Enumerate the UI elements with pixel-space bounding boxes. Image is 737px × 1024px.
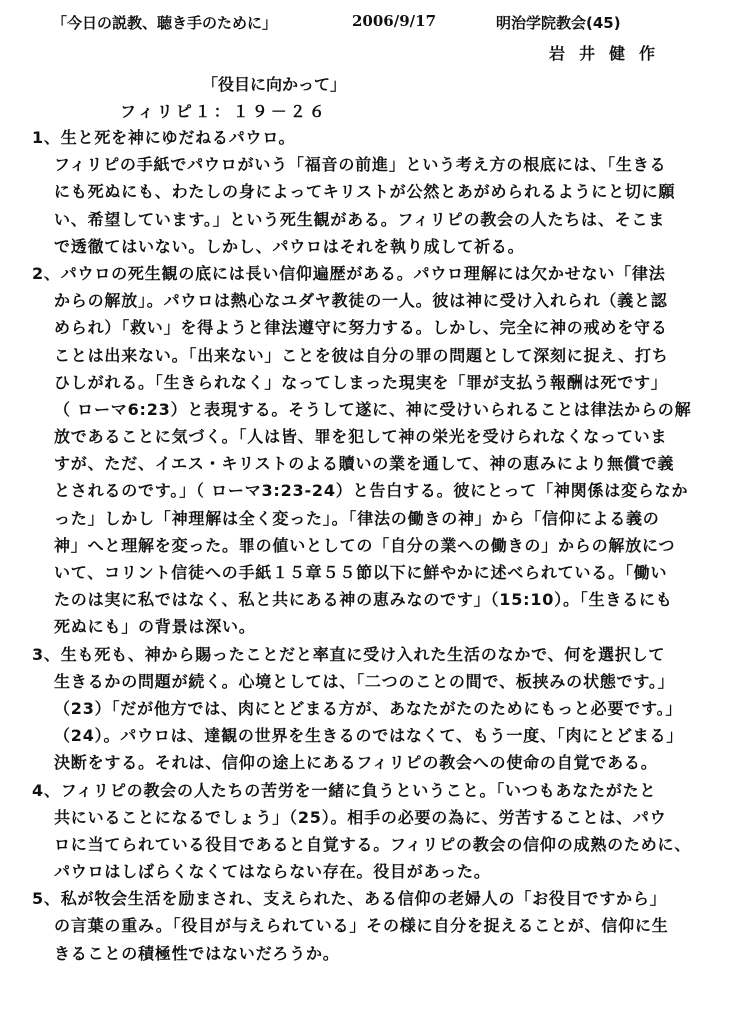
text-line: 1、生と死を神にゆだねるパウロ。 [32,128,296,147]
text-line: パウロはしばらくなくてはならない存在。役目があった。 [54,862,491,882]
text-line: 生きるかの問題が続く。心境としては、「二つのことの間で、板挟みの状態です。」 [54,671,675,691]
text-line: 2、パウロの死生観の底には長い信仰遍歴がある。パウロ理解には欠かせない「律法 [32,263,666,283]
text-line: すが、ただ、イエス・キリストのよる贖いの業を通して、神の恵みにより無償で義 [54,454,675,474]
text-line: いて、コリント信徒への手紙１５章５５節以下に鮮やかに述べられている。「働い [54,563,668,582]
text-line: 共にいることになるでしょう」（25）。相手の必要の為に、労苦することは、パウ [54,807,667,827]
text-line: い、希望しています。」という死生観がある。フィリピの教会の人たちは、そこま [54,209,666,229]
sermon-title: 「役目に向かって」 [202,75,347,94]
text-line: （24）。パウロは、達観の世界を生きるのではなくて、もう一度、「肉にとどまる」 [54,726,684,746]
text-line: で透徹てはいない。しかし、パウロはそれを執り成して祈る。 [54,236,525,256]
series-title: 「今日の説教、聴き手のために」 [52,14,278,32]
author-name: 岩井健作 [548,44,669,63]
text-line: きることの積極性ではないだろうか。 [54,943,340,963]
sermon-date: 2006/9/17 [352,12,437,30]
text-line: ひしがれる。「生きられなく」なってしまった現実を「罪が支払う報酬は死です」 [54,372,668,392]
scripture-reference: フィリピ１：１９－２６ [120,102,328,121]
text-line: たのは実に私ではなく、私と共にある神の恵みなのです」（15:10）。「生きるにも [54,590,673,610]
text-line: からの解放」。パウロは熱心なユダヤ教徒の一人。彼は神に受け入れられ（義と認 [54,291,668,311]
text-line: にも死ぬにも、わたしの身によってキリストが公然とあがめられるようにと切に願 [54,182,676,202]
text-line: められ）「救い」を得ようと律法遵守に努力する。しかし、完全に神の戒めを守る [54,318,668,338]
text-line: 放であることに気づく。「人は皆、罪を犯して神の栄光を受けられなくなっていま [54,427,668,447]
text-line: 5、私が牧会生活を励まされ、支えられた、ある信仰の老婦人の「お役目ですから」 [32,889,667,909]
text-line: ロに当てられている役目であると自覚する。フィリピの教会の信仰の成熟のために、 [54,834,692,854]
text-line: の言葉の重み。「役目が与えられている」その様に自分を捉えることが、信仰に生 [54,916,669,936]
text-line: 決断をする。それは、信仰の途上にあるフィリピの教会への使命の自覚である。 [54,753,658,773]
text-line: （ ローマ6:23）と表現する。そうして遂に、神に受けいられることは律法からの解 [54,399,692,419]
text-line: フィリピの手紙でパウロがいう「福音の前進」という考え方の根底には、「生きる [54,155,667,175]
text-line: 4、フィリピの教会の人たちの苦労を一緒に負うということ。「いつもあなたがたと [32,780,657,800]
text-line: 死ぬにも」の背景は深い。 [54,617,256,637]
text-line: ことは出来ない。「出来ない」ことを彼は自分の罪の問題として深刻に捉え、打ち [54,345,669,365]
text-line: った」しかし「神理解は全く変った」。「律法の働きの神」から「信仰による義の [54,508,660,528]
sermon-body [32,124,722,967]
church-name: 明治学院教会(45) [496,14,621,32]
text-line: とされるのです。」（ ローマ3:23-24）と告白する。彼にとって「神関係は変らなか [54,481,689,501]
text-line: 神」へと理解を変った。罪の値いとしての「自分の業への働きの」からの解放につ [54,535,676,555]
text-line: （23）「だが他方では、肉にとどまる方が、あなたがたのためにもっと必要です。」 [54,698,683,718]
text-line: 3、生も死も、神から賜ったことだと率直に受け入れた生活のなかで、何を選択して [32,644,666,664]
